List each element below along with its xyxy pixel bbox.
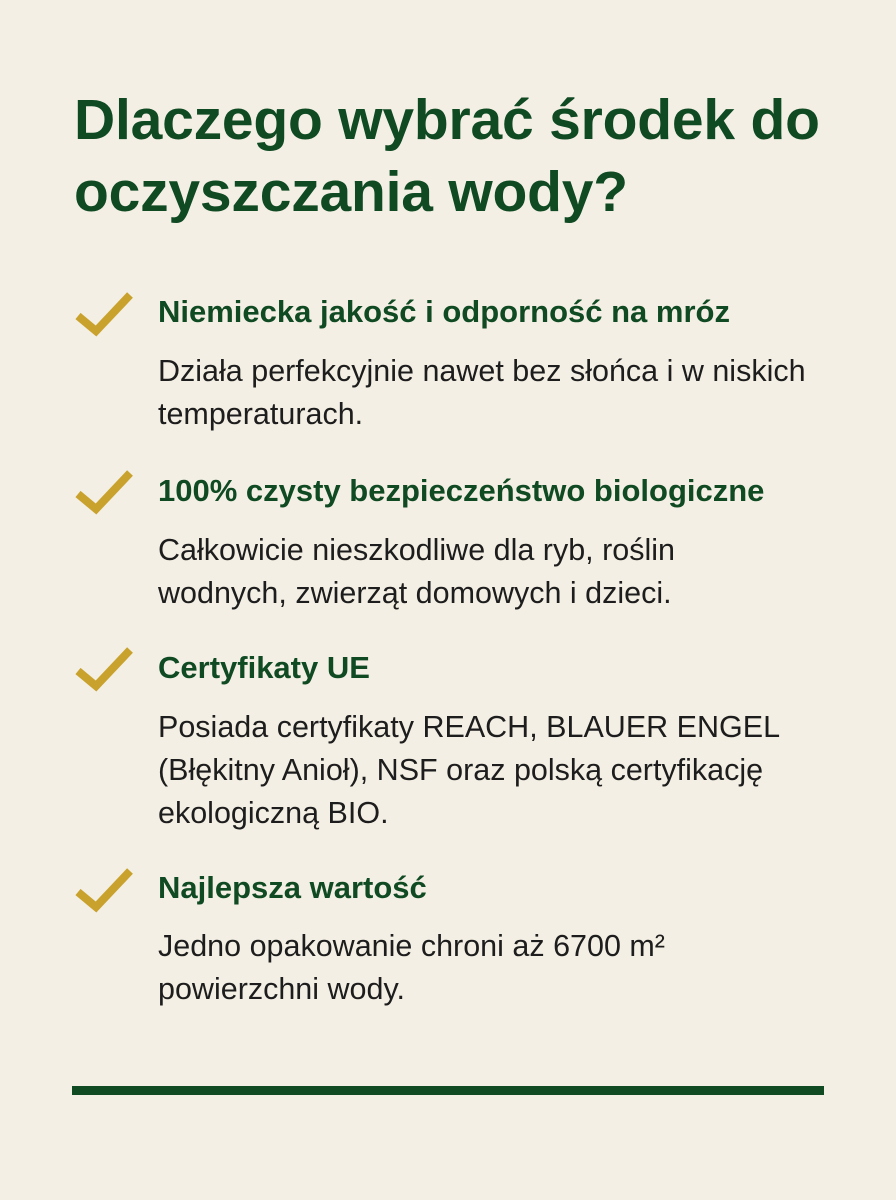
- checkmark-icon: [72, 642, 136, 696]
- feature-description: Posiada certyfikaty REACH, BLAUER ENGEL (Błękitny Anioł), NSF oraz polską certyfikację ekologiczną BIO.: [158, 710, 779, 830]
- page-title: Dlaczego wybrać środek do oczyszczania wody?: [74, 88, 820, 224]
- feature-description: Całkowicie nieszkodliwe dla ryb, roślin wodnych, zwierząt domowych i dzieci.: [158, 533, 676, 610]
- feature-description: Działa perfekcyjnie nawet bez słońca i w niskich temperaturach.: [158, 354, 806, 431]
- checkmark-icon: [72, 465, 136, 519]
- checkmark-icon: [72, 287, 136, 341]
- feature-title: 100% czysty bezpieczeństwo biologiczne: [158, 473, 765, 508]
- feature-title: Niemiecka jakość i odporność na mróz: [158, 294, 730, 329]
- checkmark-icon: [72, 863, 136, 917]
- feature-description: Jedno opakowanie chroni aż 6700 m² powierzchni wody.: [158, 929, 665, 1006]
- feature-title: Certyfikaty UE: [158, 650, 370, 685]
- bottom-divider: [72, 1086, 824, 1095]
- feature-title: Najlepsza wartość: [158, 870, 427, 905]
